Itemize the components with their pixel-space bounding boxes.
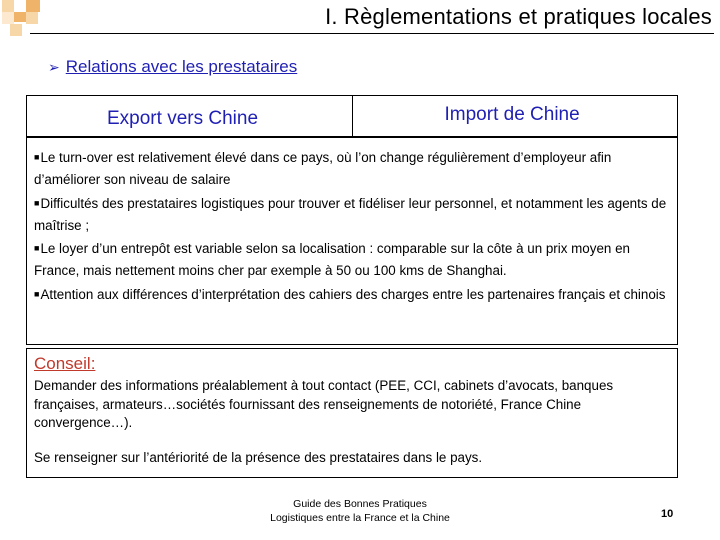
square-bullet-icon: ■: [34, 243, 40, 254]
section-subtitle: Relations avec les prestataires: [65, 57, 298, 76]
bullet-text: Le loyer d’un entrepôt est variable selon sa localisation : comparable sur la côte à un prix moyen en France, mais nettement moins cher par exemple à 50 ou 100 kms de Shanghai.: [34, 241, 630, 279]
footer-line: Logistiques entre la France et la Chine: [270, 512, 450, 524]
advice-box: [26, 348, 678, 478]
advice-paragraph: Se renseigner sur l’antériorité de la présence des prestataires dans le pays.: [34, 449, 483, 465]
page-number: 10: [661, 508, 674, 520]
title-divider: [30, 33, 714, 34]
square-bullet-icon: ■: [34, 197, 40, 208]
square-bullet-icon: ■: [34, 288, 40, 299]
bullet-text: Difficultés des prestataires logistiques pour trouver et fidéliser leur personnel, et notamment les agents de maîtrise ;: [34, 195, 667, 233]
subtitle-row: [48, 57, 297, 77]
advice-paragraph: Demander des informations préalablement à tout contact (PEE, CCI, cabinets d’avocats, banques françaises, armateurs…sociétés fournissant des renseignements de notoriété, France Chine convergence…).: [34, 378, 614, 430]
bullet-text: Le turn-over est relativement élevé dans ce pays, où l’on change régulièrement d’employeur afin d’améliorer son niveau de salaire: [34, 150, 612, 188]
bullet-item: [34, 237, 671, 283]
arrow-bullet-icon: ➢: [48, 59, 60, 75]
square-bullet-icon: ■: [34, 152, 40, 162]
tab-import[interactable]: [352, 96, 678, 136]
bullet-item: [34, 283, 671, 306]
footer-line: Guide des Bonnes Pratiques: [293, 498, 427, 510]
tab-export-label: Export vers Chine: [107, 108, 259, 129]
content-box: [26, 137, 678, 345]
bullet-item: [34, 146, 671, 192]
bullet-text: Attention aux différences d’interprétation des cahiers des charges entre les partenaires français et chinois: [40, 286, 666, 302]
tab-bar: [26, 95, 678, 137]
tab-export[interactable]: [27, 96, 352, 136]
page-title: I. Règlementations et pratiques locales: [325, 4, 712, 29]
bullet-item: [34, 192, 671, 238]
tab-import-label: Import de Chine: [444, 104, 580, 125]
advice-title: Conseil:: [34, 354, 96, 373]
footer: [240, 497, 480, 525]
